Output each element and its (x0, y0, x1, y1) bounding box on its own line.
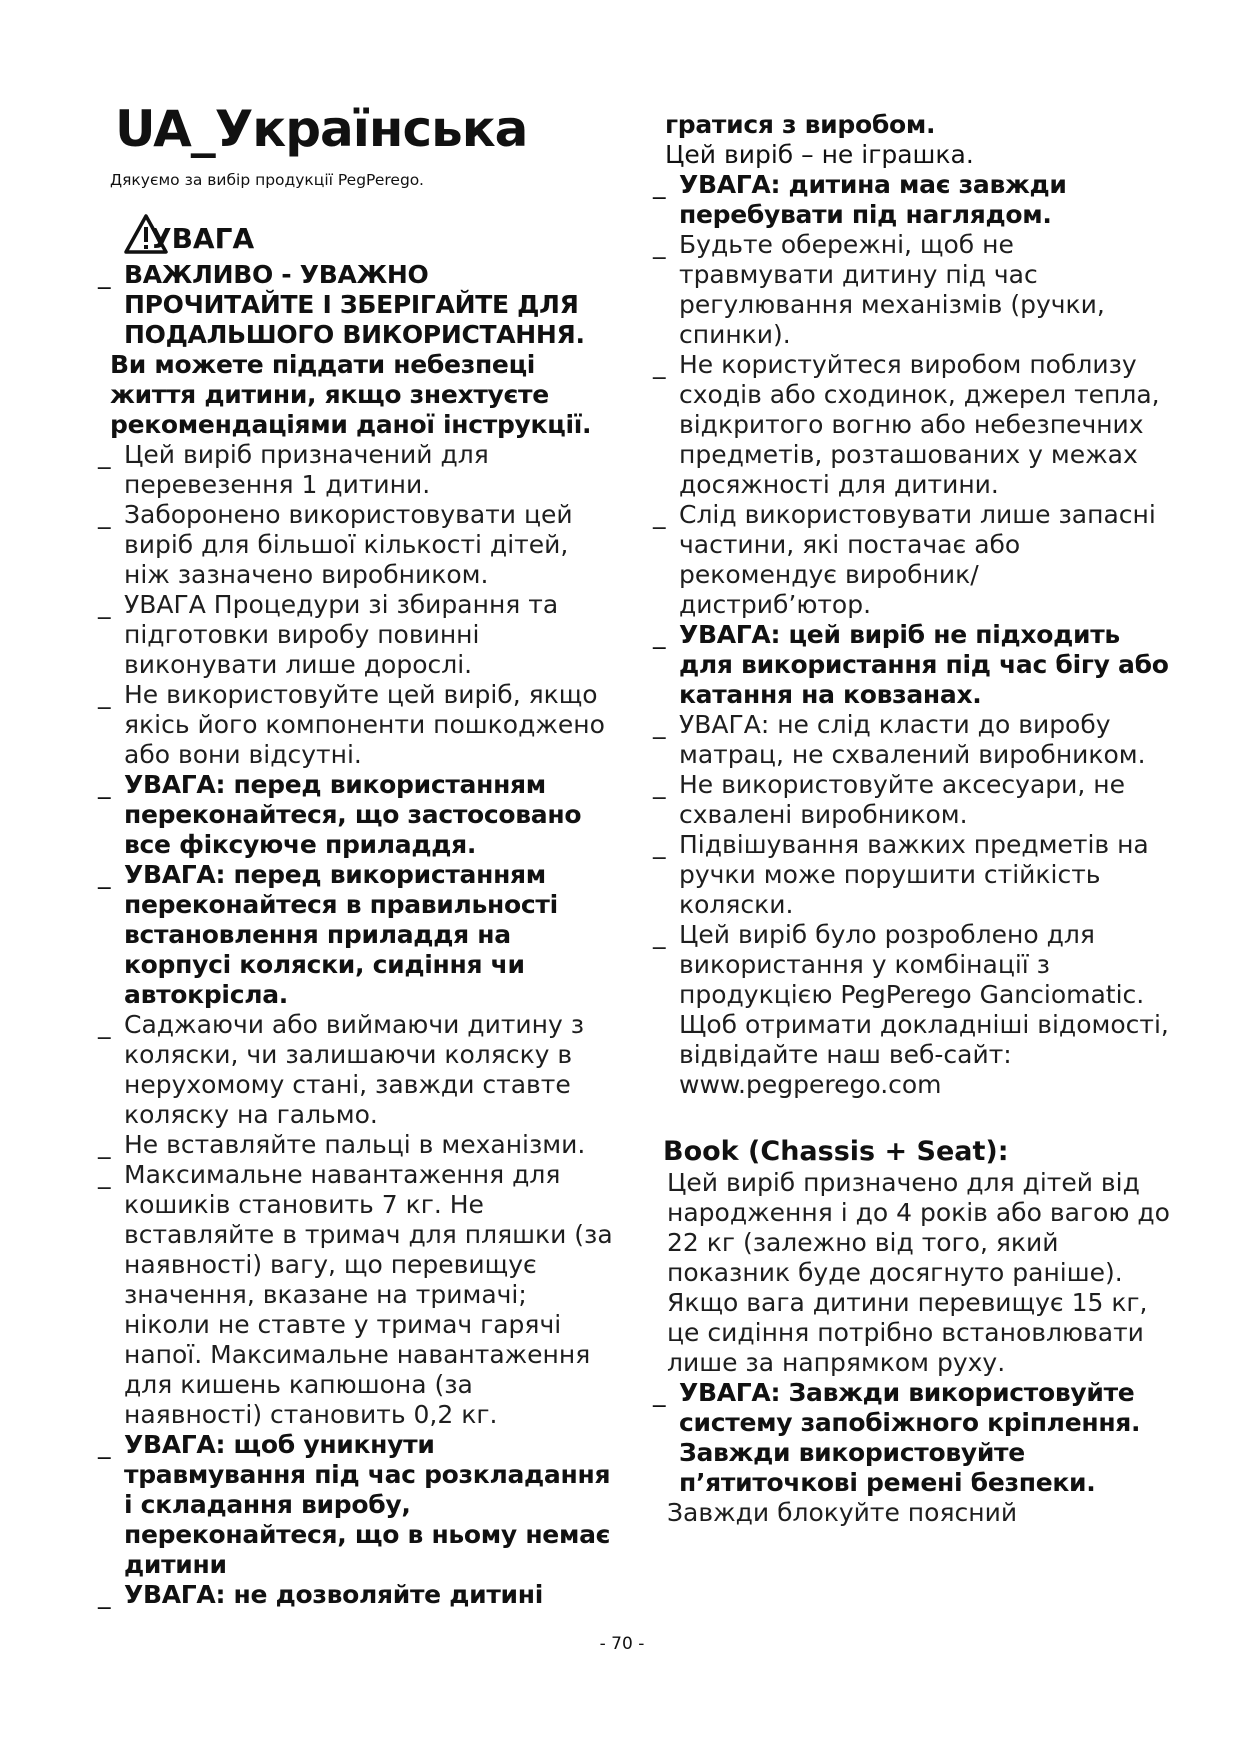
left-item-max-load: _ Максимальне навантаження для кошиків становить 7 кг. Не вставляйте в тримач для пляшки (за наявності) вагу, що перевищує значення, вказане на тримачі; ніколи не ставте у тримач гарячі напої. Максимальне навантаження для кишень капюшона (за наявності) становить 0,2 кг. (98, 1160, 618, 1430)
left-item-adults-assembly: _ УВАГА Процедури зі збирання та підготовки виробу повинні виконувати лише дорослі. (98, 590, 618, 680)
left-item-fingers: _ Не вставляйте пальці в механізми. (98, 1130, 618, 1160)
left-item-one-child: _ Цей виріб призначений для перевезення 1 дитини. (98, 440, 618, 500)
left-item-danger-note: Ви можете піддати небезпеці життя дитини, якщо знехтуєте рекомендаціями даної інструкції. (110, 350, 592, 439)
book-last-line: Завжди блокуйте поясний (667, 1498, 1018, 1527)
left-item-no-play: _ УВАГА: не дозволяйте дитині (98, 1580, 618, 1610)
page-title: UA_Українська (115, 100, 528, 158)
left-item-correct-installation: _ УВАГА: перед використанням переконайтеся в правильності встановлення приладдя на корпусі коляски, сидіння чи автокрісла. (98, 860, 618, 1010)
page-subtitle: Дякуємо за вибір продукції PegPerego. (110, 171, 424, 189)
right-item-careful-adjust: _ Будьте обережні, щоб не травмувати дитину під час регулювання механізмів (ручки, спинки). (653, 230, 1173, 350)
left-item-fixing-accessories: _ УВАГА: перед використанням переконайтеся, що застосовано все фіксуюче приладдя. (98, 770, 618, 860)
right-item-accessories: _ Не використовуйте аксесуари, не схвалені виробником. (653, 770, 1173, 830)
left-item-folding-warning: _ УВАГА: щоб уникнути травмування під час розкладання і складання виробу, переконайтеся, що в ньому немає дитини (98, 1430, 618, 1580)
right-item-not-toy: Цей виріб – не іграшка. (665, 140, 974, 169)
right-item-running: _ УВАГА: цей виріб не підходить для використання під час бігу або катання на ковзанах. (653, 620, 1173, 710)
right-item-supervision: _ УВАГА: дитина має завжди перебувати під наглядом. (653, 170, 1173, 230)
book-para-age: Цей виріб призначено для дітей від народження і до 4 років або вагою до 22 кг (залежно від того, який показник буде досягнуто раніше). (667, 1168, 1170, 1287)
book-warning-harness: _ УВАГА: Завжди використовуйте систему запобіжного кріплення. Завжди використовуйте п’ятиточкові ремені безпеки. (653, 1378, 1173, 1498)
right-item-stairs: _ Не користуйтеся виробом поблизу сходів або сходинок, джерел тепла, відкритого вогню або небезпечних предметів, розташованих у межах досяжності для дитини. (653, 350, 1173, 500)
page-number: - 70 - (599, 1634, 645, 1654)
left-item-important: _ ВАЖЛИВО - УВАЖНО ПРОЧИТАЙТЕ І ЗБЕРІГАЙТЕ ДЛЯ ПОДАЛЬШОГО ВИКОРИСТАННЯ. (98, 260, 618, 350)
left-item-brake: _ Саджаючи або виймаючи дитину з коляски, чи залишаючи коляску в нерухомому стані, завжди ставте коляску на гальмо. (98, 1010, 618, 1130)
left-column (98, 260, 618, 1610)
book-heading: Book (Chassis + Seat): (663, 1136, 1009, 1167)
right-item-spare-parts: _ Слід використовувати лише запасні частини, які постачає або рекомендує виробник/ дистриб’ютор. (653, 500, 1173, 620)
left-item-damaged: _ Не використовуйте цей виріб, якщо якісь його компоненти пошкоджено або вони відсутні. (98, 680, 618, 770)
right-column (653, 110, 1173, 1528)
right-item-play-cont: гратися з виробом. (665, 110, 936, 139)
book-para-weight: Якщо вага дитини перевищує 15 кг, це сидіння потрібно встановлювати лише за напрямком руху. (667, 1288, 1148, 1377)
right-item-mattress: _ УВАГА: не слід класти до виробу матрац, не схвалений виробником. (653, 710, 1173, 770)
warning-heading (124, 203, 254, 255)
right-item-heavy-objects: _ Підвішування важких предметів на ручки може порушити стійкість коляски. (653, 830, 1173, 920)
warning-label: УВАГА (150, 222, 255, 255)
left-item-prohibited-more: _ Заборонено використовувати цей виріб для більшої кількості дітей, ніж зазначено виробником. (98, 500, 618, 590)
right-item-ganciomatic: _ Цей виріб було розроблено для використання у комбінації з продукцією PegPerego Ganciomatic. Щоб отримати докладніші відомості, відвідайте наш веб-сайт: www.pegperego.com (653, 920, 1173, 1100)
